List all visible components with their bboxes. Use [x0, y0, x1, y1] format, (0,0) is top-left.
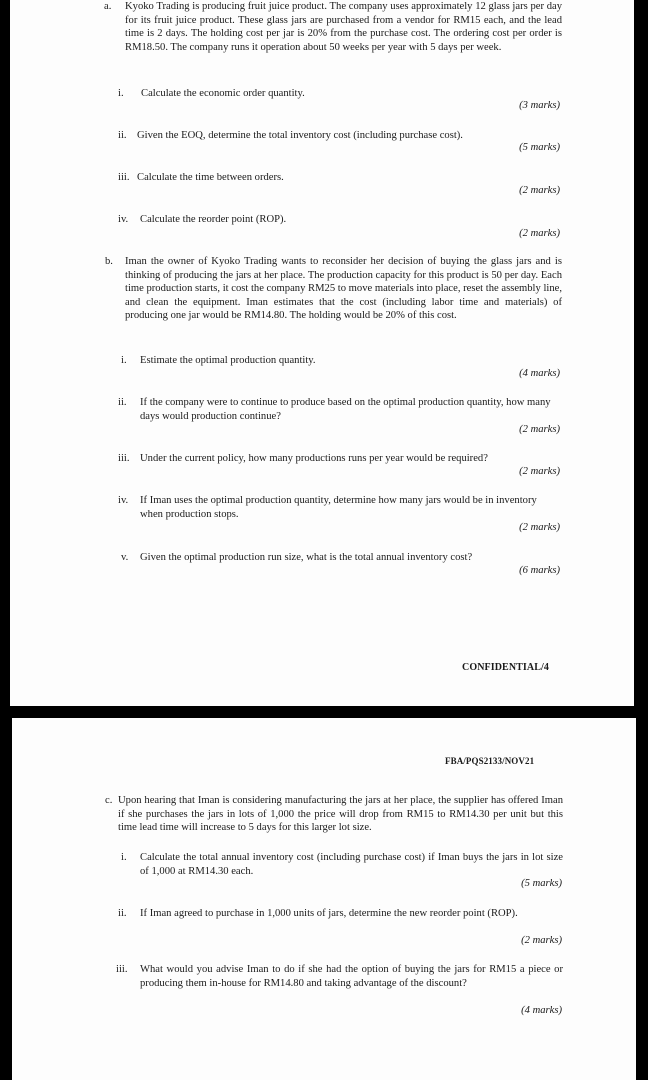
- part-c-q3-text: What would you advise Iman to do if she had the option of buying the jars for RM15 a piece or producing them in-house for RM14.80 and taking advantage of the discount?: [140, 964, 563, 989]
- part-b-label: b.: [105, 256, 113, 267]
- part-b-q4-text: If Iman uses the optimal production quantity, determine how many jars would be in inventory when production stops.: [140, 495, 537, 520]
- part-a-q2-num: ii.: [118, 130, 127, 141]
- part-b-q5-num: v.: [121, 552, 129, 563]
- part-a-q2-marks: (5 marks): [519, 142, 560, 153]
- part-b-q1-num: i.: [121, 355, 127, 366]
- part-b-text: Iman the owner of Kyoko Trading wants to reconsider her decision of buying the glass jars and is thinking of producing the jars at her place. The production capacity for this product is 50 per day. Each time production starts, it cost the company RM25 to move materials into place, reset the assembly line, and clean the equipment. Iman estimates that the cost (including labor time and materials) of producing one jar would be RM14.80. The holding would be 20% of this cost.: [125, 256, 562, 322]
- part-a-q1-marks: (3 marks): [519, 100, 560, 111]
- part-b-q3-marks: (2 marks): [519, 466, 560, 477]
- page-footer-confidential: CONFIDENTIAL/4: [462, 662, 549, 673]
- part-b-q2-num: ii.: [118, 397, 127, 408]
- part-c-q1-text: Calculate the total annual inventory cost (including purchase cost) if Iman buys the jars in lot size of 1,000 at RM14.30 each.: [140, 852, 563, 877]
- part-c-label: c.: [105, 795, 113, 806]
- page-header-code: FBA/PQS2133/NOV21: [445, 756, 535, 766]
- part-c-q2-marks: (2 marks): [521, 935, 562, 946]
- part-a-q2-text: Given the EOQ, determine the total inventory cost (including purchase cost).: [137, 130, 463, 141]
- part-b-q2-marks: (2 marks): [519, 424, 560, 435]
- part-c-q3-num: iii.: [116, 964, 128, 975]
- part-b-q2-text: If the company were to continue to produce based on the optimal production quantity, how many days would production continue?: [140, 397, 551, 422]
- part-c-q2-text: If Iman agreed to purchase in 1,000 units of jars, determine the new reorder point (ROP).: [140, 908, 518, 919]
- part-b-q1-text: Estimate the optimal production quantity.: [140, 355, 316, 366]
- part-a-q4-text: Calculate the reorder point (ROP).: [140, 214, 287, 225]
- part-a-q1-text: Calculate the economic order quantity.: [141, 88, 305, 99]
- part-a-label: a.: [104, 1, 112, 12]
- part-c-q3-marks: (4 marks): [521, 1005, 562, 1016]
- part-a-q3-marks: (2 marks): [519, 185, 560, 196]
- part-c-q1-marks: (5 marks): [521, 878, 562, 889]
- part-b-q1-marks: (4 marks): [519, 368, 560, 379]
- part-b-q5-marks: (6 marks): [519, 565, 560, 576]
- part-b-q4-num: iv.: [118, 495, 129, 506]
- page-bottom: [12, 718, 636, 1080]
- part-c-q2-num: ii.: [118, 908, 127, 919]
- part-a-q3-num: iii.: [118, 172, 130, 183]
- part-b-q3-num: iii.: [118, 453, 130, 464]
- part-a-text: Kyoko Trading is producing fruit juice product. The company uses approximately 12 glass jars per day for its fruit juice product. These glass jars are purchased from a vendor for RM15 each, and the lead time is 2 days. The holding cost per jar is 20% from the purchase cost. The ordering cost per order is RM18.50. The company runs it operation about 50 weeks per year with 5 days per week.: [125, 1, 562, 53]
- part-b-q3-text: Under the current policy, how many productions runs per year would be required?: [140, 453, 488, 464]
- part-a-q4-num: iv.: [118, 214, 129, 225]
- part-b-q4-marks: (2 marks): [519, 522, 560, 533]
- part-a-q4-marks: (2 marks): [519, 228, 560, 239]
- part-a-q3-text: Calculate the time between orders.: [137, 172, 284, 183]
- part-c-text: Upon hearing that Iman is considering manufacturing the jars at her place, the supplier has offered Iman if she purchases the jars in lots of 1,000 the price will drop from RM15 to RM14.30 per unit but this time lead time will increase to 5 days for this larger lot size.: [118, 795, 563, 834]
- part-b-q5-text: Given the optimal production run size, what is the total annual inventory cost?: [140, 552, 473, 563]
- part-c-q1-num: i.: [121, 852, 127, 863]
- part-a-q1-num: i.: [118, 88, 124, 99]
- page-top: [10, 0, 634, 706]
